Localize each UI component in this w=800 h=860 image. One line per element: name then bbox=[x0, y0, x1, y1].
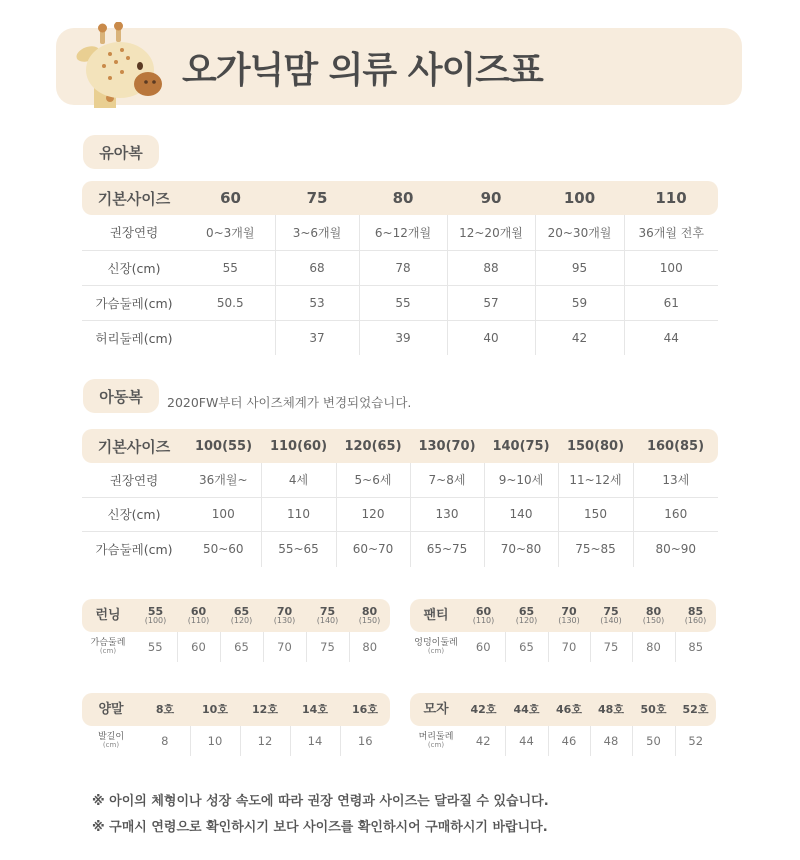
size-main: 65 bbox=[518, 604, 535, 618]
table-cell: 50.5 bbox=[216, 295, 244, 310]
table-cell: 60 bbox=[177, 632, 220, 662]
table-row bbox=[82, 463, 718, 497]
table-cell: 65 bbox=[220, 632, 263, 662]
table-cell: 70 bbox=[548, 632, 590, 662]
table-header-row bbox=[410, 693, 716, 726]
size-main: 85 bbox=[687, 604, 704, 618]
table-cell: 52 bbox=[675, 726, 716, 756]
table-cell: 4세 bbox=[261, 463, 336, 497]
table-row bbox=[82, 285, 718, 320]
table-header-row bbox=[82, 181, 718, 215]
table-header-cell bbox=[675, 599, 716, 632]
row-label bbox=[410, 632, 462, 662]
table-header-cell bbox=[177, 599, 220, 632]
row-unit: (cm) bbox=[427, 647, 445, 656]
size-sub: (110) bbox=[187, 616, 210, 626]
pants-size-table bbox=[410, 599, 716, 662]
table-cell: 100 bbox=[211, 507, 235, 521]
table-header-cell: 130(70) bbox=[418, 438, 476, 454]
table-cell: 80 bbox=[632, 632, 675, 662]
table-header-cell: 150(80) bbox=[566, 438, 625, 454]
table-cell: 13세 bbox=[633, 463, 718, 497]
table-header-cell: 기본사이즈 bbox=[97, 189, 171, 208]
size-main: 70 bbox=[276, 604, 293, 618]
table-cell bbox=[186, 320, 275, 355]
row-label: 허리둘레(cm) bbox=[95, 330, 173, 346]
row-label: 권장연령 bbox=[109, 225, 159, 241]
table-cell: 12~20개월 bbox=[447, 215, 535, 250]
table-header-cell: 140(75) bbox=[492, 438, 550, 454]
table-header-cell: 100(55) bbox=[194, 438, 253, 454]
table-cell: 88 bbox=[447, 250, 535, 285]
table-cell: 61 bbox=[624, 285, 718, 320]
table-cell: 55 bbox=[147, 640, 163, 654]
table-cell: 55 bbox=[359, 285, 447, 320]
table-cell: 59 bbox=[535, 285, 624, 320]
size-sub: (100) bbox=[144, 616, 167, 626]
table-header-cell bbox=[263, 599, 306, 632]
hat-size-table bbox=[410, 693, 716, 756]
table-cell: 12 bbox=[240, 726, 290, 756]
table-cell: 42 bbox=[475, 734, 491, 748]
row-label bbox=[82, 726, 140, 756]
table-row bbox=[82, 531, 718, 567]
hat-label: 모자 bbox=[423, 701, 449, 717]
table-cell: 9~10세 bbox=[484, 463, 558, 497]
table-cell: 42 bbox=[535, 320, 624, 355]
table-row bbox=[82, 215, 718, 250]
table-cell: 140 bbox=[484, 497, 558, 531]
table-cell: 55 bbox=[222, 260, 238, 275]
table-header-cell: 16호 bbox=[352, 702, 378, 716]
table-cell: 85 bbox=[675, 632, 716, 662]
table-header-cell bbox=[505, 599, 548, 632]
table-cell: 36개월~ bbox=[198, 473, 248, 488]
table-cell: 65 bbox=[505, 632, 548, 662]
table-cell: 50 bbox=[632, 726, 675, 756]
size-main: 55 bbox=[147, 604, 164, 618]
size-main: 60 bbox=[190, 604, 207, 618]
table-header-cell: 52호 bbox=[682, 702, 709, 716]
table-cell: 70~80 bbox=[484, 531, 558, 567]
table-cell: 78 bbox=[359, 250, 447, 285]
infant-size-table bbox=[82, 181, 718, 355]
table-header-cell: 75 bbox=[306, 189, 328, 207]
table-header-cell: 기본사이즈 bbox=[97, 437, 171, 456]
row-label: 신장(cm) bbox=[107, 507, 161, 522]
giraffe-icon bbox=[70, 22, 170, 110]
table-cell: 80~90 bbox=[633, 531, 718, 567]
size-sub: (120) bbox=[515, 616, 538, 626]
table-header-cell bbox=[220, 599, 263, 632]
table-cell: 150 bbox=[558, 497, 633, 531]
table-cell: 46 bbox=[548, 726, 590, 756]
row-unit: (cm) bbox=[102, 741, 120, 750]
table-cell: 130 bbox=[410, 497, 484, 531]
socks-size-table bbox=[82, 693, 390, 756]
pants-label: 팬티 bbox=[423, 607, 449, 623]
row-label-text: 머리둘레 bbox=[418, 731, 454, 742]
table-cell: 39 bbox=[359, 320, 447, 355]
table-header-cell: 90 bbox=[480, 189, 502, 207]
table-cell: 10 bbox=[190, 726, 240, 756]
table-cell: 95 bbox=[535, 250, 624, 285]
table-header-cell: 60 bbox=[220, 189, 241, 207]
size-sub: (130) bbox=[273, 616, 296, 626]
table-header-cell bbox=[306, 599, 349, 632]
table-header-row bbox=[82, 693, 390, 726]
table-cell: 75 bbox=[306, 632, 349, 662]
table-cell: 70 bbox=[263, 632, 306, 662]
table-header-cell: 42호 bbox=[470, 702, 497, 716]
table-cell: 5~6세 bbox=[336, 463, 410, 497]
table-row bbox=[82, 320, 718, 355]
table-cell: 44 bbox=[505, 726, 548, 756]
size-main: 75 bbox=[319, 604, 336, 618]
footnote-age-variance: ※ 아이의 체형이나 성장 속도에 따라 권장 연령과 사이즈는 달라질 수 있습니다. bbox=[92, 794, 549, 809]
table-cell: 48 bbox=[590, 726, 632, 756]
table-cell: 55~65 bbox=[261, 531, 336, 567]
table-cell: 7~8세 bbox=[410, 463, 484, 497]
table-cell: 53 bbox=[275, 285, 359, 320]
size-sub: (130) bbox=[558, 616, 580, 626]
table-cell: 57 bbox=[447, 285, 535, 320]
size-sub: (120) bbox=[230, 616, 253, 626]
table-header-row bbox=[82, 429, 718, 463]
footnote-purchase-advice: ※ 구매시 연령으로 확인하시기 보다 사이즈를 확인하시어 구매하시기 바랍니다. bbox=[92, 820, 548, 835]
table-header-cell bbox=[548, 599, 590, 632]
table-cell: 40 bbox=[447, 320, 535, 355]
size-change-note: 2020FW부터 사이즈체계가 변경되었습니다. bbox=[167, 395, 412, 410]
table-cell: 120 bbox=[336, 497, 410, 531]
table-row bbox=[410, 726, 716, 756]
table-header-row bbox=[82, 599, 390, 632]
table-cell: 110 bbox=[261, 497, 336, 531]
table-cell: 75 bbox=[590, 632, 632, 662]
table-header-cell bbox=[632, 599, 675, 632]
size-main: 80 bbox=[361, 604, 378, 618]
row-unit: (cm) bbox=[99, 647, 117, 656]
table-cell: 60~70 bbox=[336, 531, 410, 567]
child-size-table bbox=[82, 429, 718, 567]
row-label: 가슴둘레(cm) bbox=[95, 542, 173, 558]
size-main: 60 bbox=[475, 604, 492, 618]
running-size-table bbox=[82, 599, 390, 662]
table-header-cell: 14호 bbox=[302, 702, 328, 716]
table-cell: 50~60 bbox=[202, 542, 244, 557]
size-main: 70 bbox=[561, 604, 577, 618]
table-header-cell: 10호 bbox=[202, 702, 228, 716]
size-sub: (140) bbox=[316, 616, 339, 626]
table-header-cell bbox=[590, 599, 632, 632]
table-cell: 80 bbox=[349, 632, 390, 662]
table-row bbox=[82, 250, 718, 285]
row-label bbox=[410, 726, 462, 756]
row-unit: (cm) bbox=[427, 741, 445, 750]
row-label bbox=[82, 632, 134, 662]
table-header-cell: 120(65) bbox=[344, 438, 402, 454]
page-title: 오가닉맘 의류 사이즈표 bbox=[182, 50, 543, 91]
table-header-cell bbox=[349, 599, 390, 632]
table-header-cell: 100 bbox=[563, 189, 596, 207]
row-label-text: 발길이 bbox=[97, 731, 125, 742]
table-header-cell: 50호 bbox=[640, 702, 667, 716]
row-label: 권장연령 bbox=[109, 472, 159, 488]
table-header-cell: 110 bbox=[655, 189, 687, 207]
table-cell: 6~12개월 bbox=[359, 215, 447, 250]
row-label-text: 엉덩이둘레 bbox=[414, 637, 458, 648]
size-sub: (110) bbox=[472, 616, 495, 626]
table-header-cell: 44호 bbox=[513, 702, 540, 716]
row-label: 가슴둘레(cm) bbox=[95, 295, 173, 311]
table-header-cell bbox=[462, 599, 505, 632]
child-section-label: 아동복 bbox=[83, 379, 159, 413]
table-cell: 14 bbox=[290, 726, 340, 756]
table-cell: 8 bbox=[161, 734, 169, 748]
table-row bbox=[82, 497, 718, 531]
size-sub: (160) bbox=[684, 616, 707, 626]
table-cell: 36개월 전후 bbox=[624, 215, 718, 250]
size-main: 65 bbox=[233, 604, 250, 618]
row-label-text: 가슴둘레 bbox=[90, 637, 126, 648]
table-row bbox=[82, 726, 390, 756]
table-header-cell: 46호 bbox=[556, 702, 582, 716]
size-sub: (150) bbox=[642, 616, 665, 626]
socks-label: 양말 bbox=[98, 701, 124, 717]
infant-section-label: 유아복 bbox=[83, 135, 159, 169]
table-cell: 37 bbox=[275, 320, 359, 355]
table-header-cell: 8호 bbox=[155, 702, 175, 716]
table-cell: 65~75 bbox=[410, 531, 484, 567]
table-cell: 0~3개월 bbox=[205, 225, 255, 240]
table-header-cell: 110(60) bbox=[269, 438, 328, 454]
table-row bbox=[410, 632, 716, 662]
table-cell: 3~6개월 bbox=[275, 215, 359, 250]
size-main: 80 bbox=[645, 604, 662, 618]
table-cell: 44 bbox=[624, 320, 718, 355]
table-cell: 68 bbox=[275, 250, 359, 285]
table-cell: 160 bbox=[633, 497, 718, 531]
running-label: 런닝 bbox=[95, 607, 121, 623]
size-sub: (150) bbox=[358, 616, 381, 626]
table-row bbox=[82, 632, 390, 662]
size-main: 75 bbox=[603, 604, 619, 618]
table-header-cell: 160(85) bbox=[646, 438, 705, 454]
table-header-cell: 12호 bbox=[252, 702, 278, 716]
table-header-row bbox=[410, 599, 716, 632]
table-cell: 75~85 bbox=[558, 531, 633, 567]
table-cell: 16 bbox=[340, 726, 390, 756]
table-header-cell: 48호 bbox=[598, 702, 624, 716]
size-sub: (140) bbox=[600, 616, 622, 626]
row-label: 신장(cm) bbox=[107, 260, 161, 276]
table-header-cell bbox=[134, 599, 177, 632]
table-cell: 100 bbox=[624, 250, 718, 285]
table-cell: 11~12세 bbox=[558, 463, 633, 497]
table-header-cell: 80 bbox=[392, 189, 414, 207]
table-cell: 20~30개월 bbox=[535, 215, 624, 250]
table-cell: 60 bbox=[475, 640, 491, 654]
